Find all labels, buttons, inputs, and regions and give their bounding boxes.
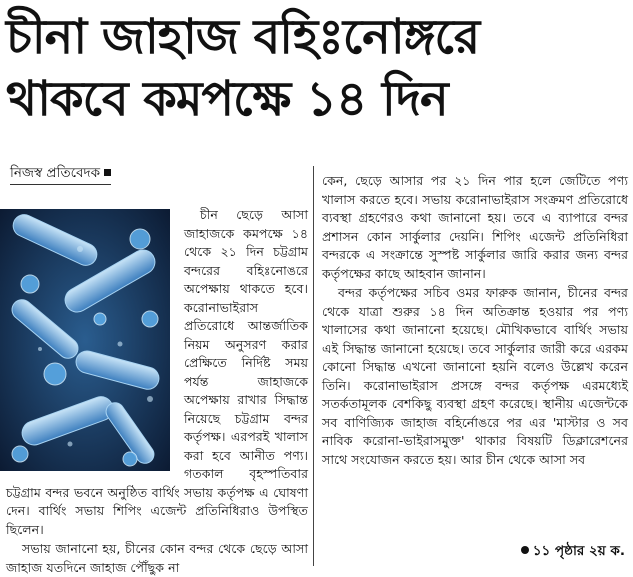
headline-line-2: থাকবে কমপক্ষে ১৪ দিন (6, 71, 448, 127)
continued-text: ১১ পৃষ্ঠার ২য় ক. (532, 543, 625, 559)
continued-on-page (521, 540, 625, 563)
bullet-dot-icon (521, 546, 529, 554)
virus-image (0, 209, 176, 473)
byline (10, 164, 111, 185)
bacteria-illustration-icon (0, 209, 170, 471)
article-column-left (6, 206, 308, 577)
article-column-right (322, 172, 628, 469)
headline (6, 6, 628, 130)
headline-line-1: চীনা জাহাজ বহিঃনোঙ্গরে (6, 9, 480, 65)
square-bullet-icon (104, 169, 111, 176)
paragraph: সভায় জানানো হয়, চীনের কোন বন্দর থেকে ছেড়ে আসা জাহাজ যতদিনে জাহাজ পৌঁছুক না (6, 541, 308, 575)
paragraph-text: চীন ছেড়ে আসা জাহাজকে কমপক্ষে ১৪ থেকে ২১ দিন চট্টগ্রাম বন্দরের বহিঃনোঙরে অপেক্ষায় থাকতে হবে। করোনাভাইরাস প্রতিরোধে আন্তর্জাতিক নিয়ম অনুসরণ করার প্রেক্ষিতে নির্দিষ্ট সময় পর্যন্ত জাহাজকে অপেক্ষায় রাখার সিদ্ধান্ত নিয়েছে চট্টগ্রাম বন্দর কর্তৃপক্ষ। এরপরই খালাস করা হবে আনীত পণ্য। গতকাল বৃহস্পতিবার চট্টগ্রাম বন্দর ভবনে অনুষ্ঠিত বার্থিং সভায় কর্তৃপক্ষ এ ঘোষণা দেন। বার্থিং সভায় শিপিং এজেন্ট প্রতিনিধিরাও উপস্থিত ছিলেন। (6, 207, 308, 537)
paragraph: বন্দর কর্তৃপক্ষের সচিব ওমর ফারুক জানান, চীনের বন্দর থেকে যাত্রা শুরুর ১৪ দিন অতিক্রান্ত হওয়ার পর পণ্য খালাসের কথা জানানো হয়েছে। মৌখিকভাবে বার্থিং সভায় এই সিদ্ধান্ত জানানো হয়েছে। তবে সার্কুলার জারী করে এরকম কোনো সিদ্ধান্ত এখনো জানানো হয়নি বলেও উল্লেখ করেন তিনি। করোনাভাইরাস প্রসঙ্গে বন্দর কর্তৃপক্ষ এরমধ্যেই সতর্কতামূলক বেশকিছু ব্যবস্থা গ্রহণ করেছে। স্থানীয় এজেন্টকে সব বাণিজ্যিক জাহাজ বহির্নোঙরে পর এর 'মাস্টার ও সব নাবিক করোনা-ভাইরাসমুক্ত' থাকার বিষয়টি ডিক্লারেশনের সাথে সংযোজন করতে হয়। আর চীন থেকে আসা সব (322, 285, 628, 467)
byline-text: নিজস্ব প্রতিবেদক (10, 165, 101, 181)
column-divider (313, 166, 314, 566)
paragraph: কেন, ছেড়ে আসার পর ২১ দিন পার হলে জেটিতে পণ্য খালাস করতে হবে। সভায় করোনাভাইরাস সংক্রমণ প্রতিরোধে ব্যবস্থা গ্রহণেরও কথা জানানো হয়। তবে এ ব্যাপারে বন্দর প্রশাসন কোন সার্কুলার দেয়নি। শিপিং এজেন্ট প্রতিনিধিরা বন্দরকে এ সংক্রান্তে সুস্পষ্ট সার্কুলার জারি করার জন্য বন্দর কর্তৃপক্ষের কাছে আহবান জানান। (322, 173, 628, 281)
paragraph (6, 206, 308, 539)
